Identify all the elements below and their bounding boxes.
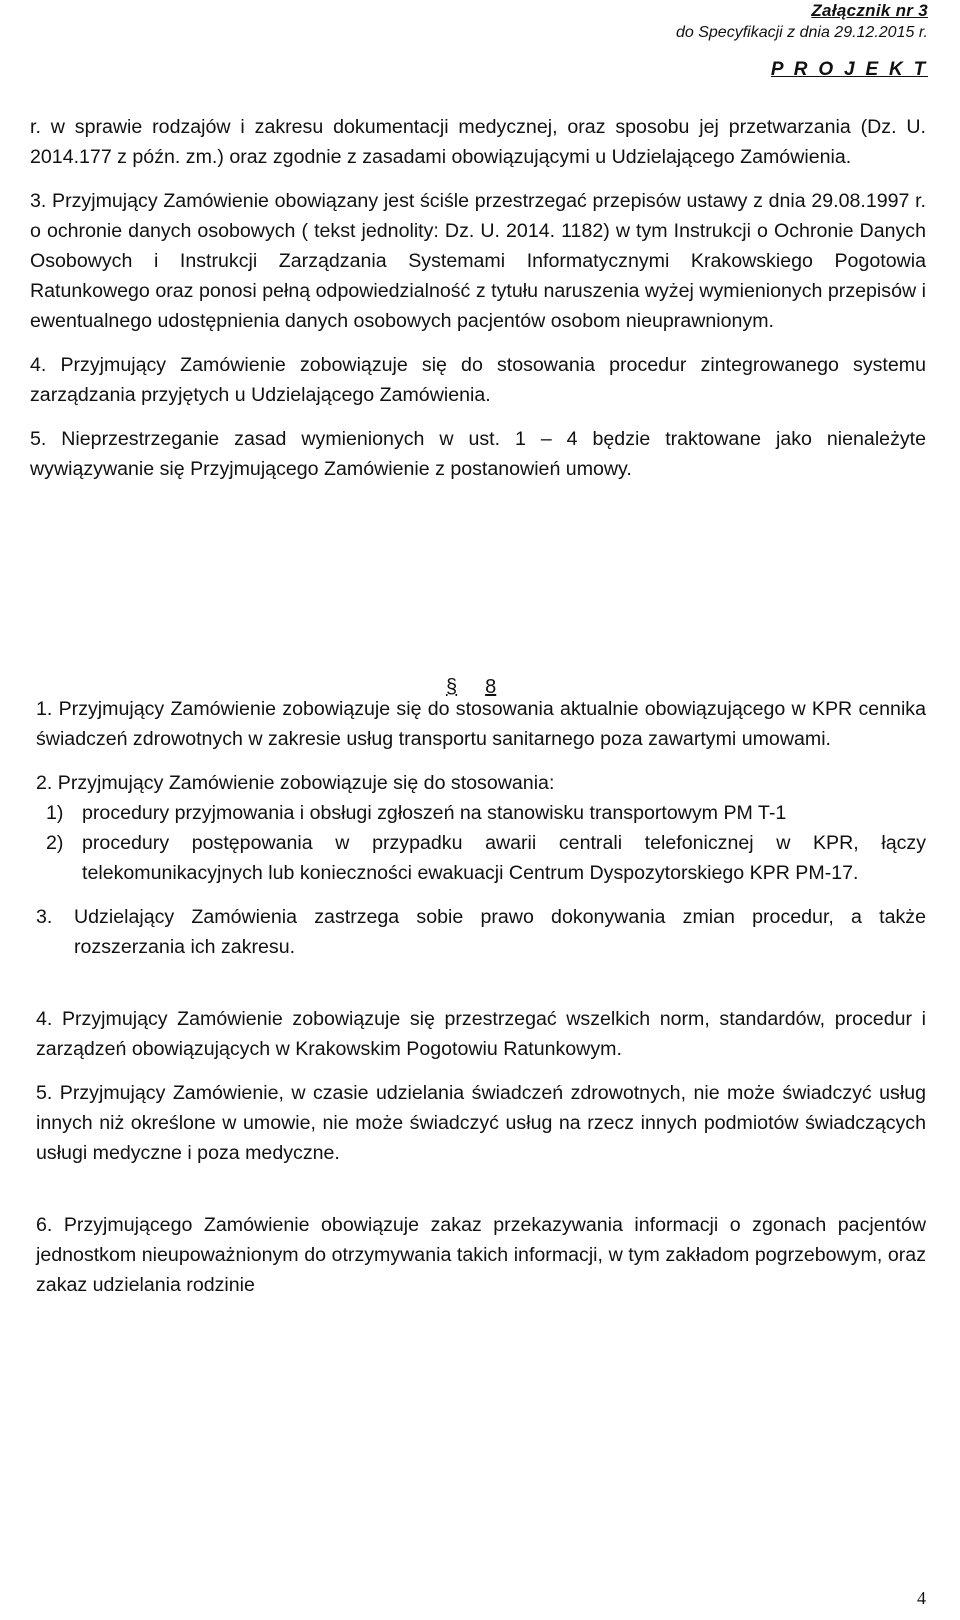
- item-text: Udzielający Zamówienia zastrzega sobie prawo dokonywania zmian procedur, a także rozszerzania ich zakresu.: [74, 906, 926, 958]
- paragraph-5: 5. Nieprzestrzeganie zasad wymienionych w ust. 1 – 4 będzie traktowane jako nienależyte wywiązywanie się Przyjmującego Zamówienie z postanowień umowy.: [30, 428, 926, 480]
- document-header: [676, 0, 928, 81]
- page-number: 4: [917, 1588, 926, 1608]
- paragraph-continuation: r. w sprawie rodzajów i zakresu dokumentacji medycznej, oraz sposobu jej przetwarzania (Dz. U. 2014.177 z późn. zm.) oraz zgodnie z zasadami obowiązującymi u Udzielającego Zamówienia.: [30, 116, 926, 168]
- list-marker: 1): [46, 802, 64, 824]
- section-8: [36, 694, 926, 1300]
- specification-date: do Specyfikacji z dnia 29.12.2015 r.: [675, 24, 928, 41]
- section8-item-6: 6. Przyjmującego Zamówienie obowiązuje zakaz przekazywania informacji o zgonach pacjentów jednostkom nieupoważnionym do otrzymywania takich informacji, w tym zakładom pogrzebowym, oraz zakaz udzielania rodzinie: [36, 1214, 926, 1296]
- section8-item-4: 4. Przyjmujący Zamówienie zobowiązuje się przestrzegać wszelkich norm, standardów, procedur i zarządzeń obowiązujących w Krakowskim Pogotowiu Ratunkowym.: [36, 1008, 926, 1060]
- list-item-text: procedury przyjmowania i obsługi zgłoszeń na stanowisku transportowym PM T-1: [82, 802, 787, 824]
- draft-label: P R O J E K T: [770, 59, 928, 80]
- list-item: [46, 828, 926, 888]
- list-marker: 2): [46, 832, 64, 854]
- paragraph-4: 4. Przyjmujący Zamówienie zobowiązuje się do stosowania procedur zintegrowanego systemu zarządzania przyjętych u Udzielającego Zamówienia.: [30, 354, 926, 406]
- section-number: 8: [485, 676, 497, 698]
- section8-item-5: 5. Przyjmujący Zamówienie, w czasie udzielania świadczeń zdrowotnych, nie może świadczyć usług innych niż określone w umowie, nie może świadczyć usług na rzecz innych podmiotów świadczących usługi medyczne i poza medyczne.: [36, 1082, 926, 1164]
- section8-item-1: 1. Przyjmujący Zamówienie zobowiązuje się do stosowania aktualnie obowiązującego w KPR cennika świadczeń zdrowotnych w zakresie usług transportu sanitarnego poza zawartymi umowami.: [36, 698, 926, 750]
- list-item: [46, 798, 926, 828]
- attachment-label: Załącznik nr 3: [811, 1, 928, 20]
- item-marker: 3.: [36, 906, 53, 928]
- section8-item-3: [36, 902, 926, 962]
- section-sign: §: [446, 676, 458, 698]
- paragraph-3: 3. Przyjmujący Zamówienie obowiązany jest ściśle przestrzegać przepisów ustawy z dnia 29.08.1997 r. o ochronie danych osobowych ( tekst jednolity: Dz. U. 2014. 1182) w tym Instrukcji o Ochronie Danych Osobowych i Instrukcji Zarządzania Systemami Informatycznymi Krakowskiego Pogotowia Ratunkowego oraz ponosi pełną odpowiedzialność z tytułu naruszenia wyżej wymienionych przepisów i ewentualnego udostępnienia danych osobowych pacjentów osobom nieuprawnionym.: [30, 190, 926, 332]
- list-item-text: procedury postępowania w przypadku awarii centrali telefonicznej w KPR, łączy telekomunikacyjnych lub konieczności ewakuacji Centrum Dyspozytorskiego KPR PM-17.: [82, 832, 926, 884]
- procedure-list: [36, 798, 926, 888]
- section8-item-2: 2. Przyjmujący Zamówienie zobowiązuje się do stosowania:: [36, 772, 555, 794]
- section-7-continuation: [30, 112, 926, 484]
